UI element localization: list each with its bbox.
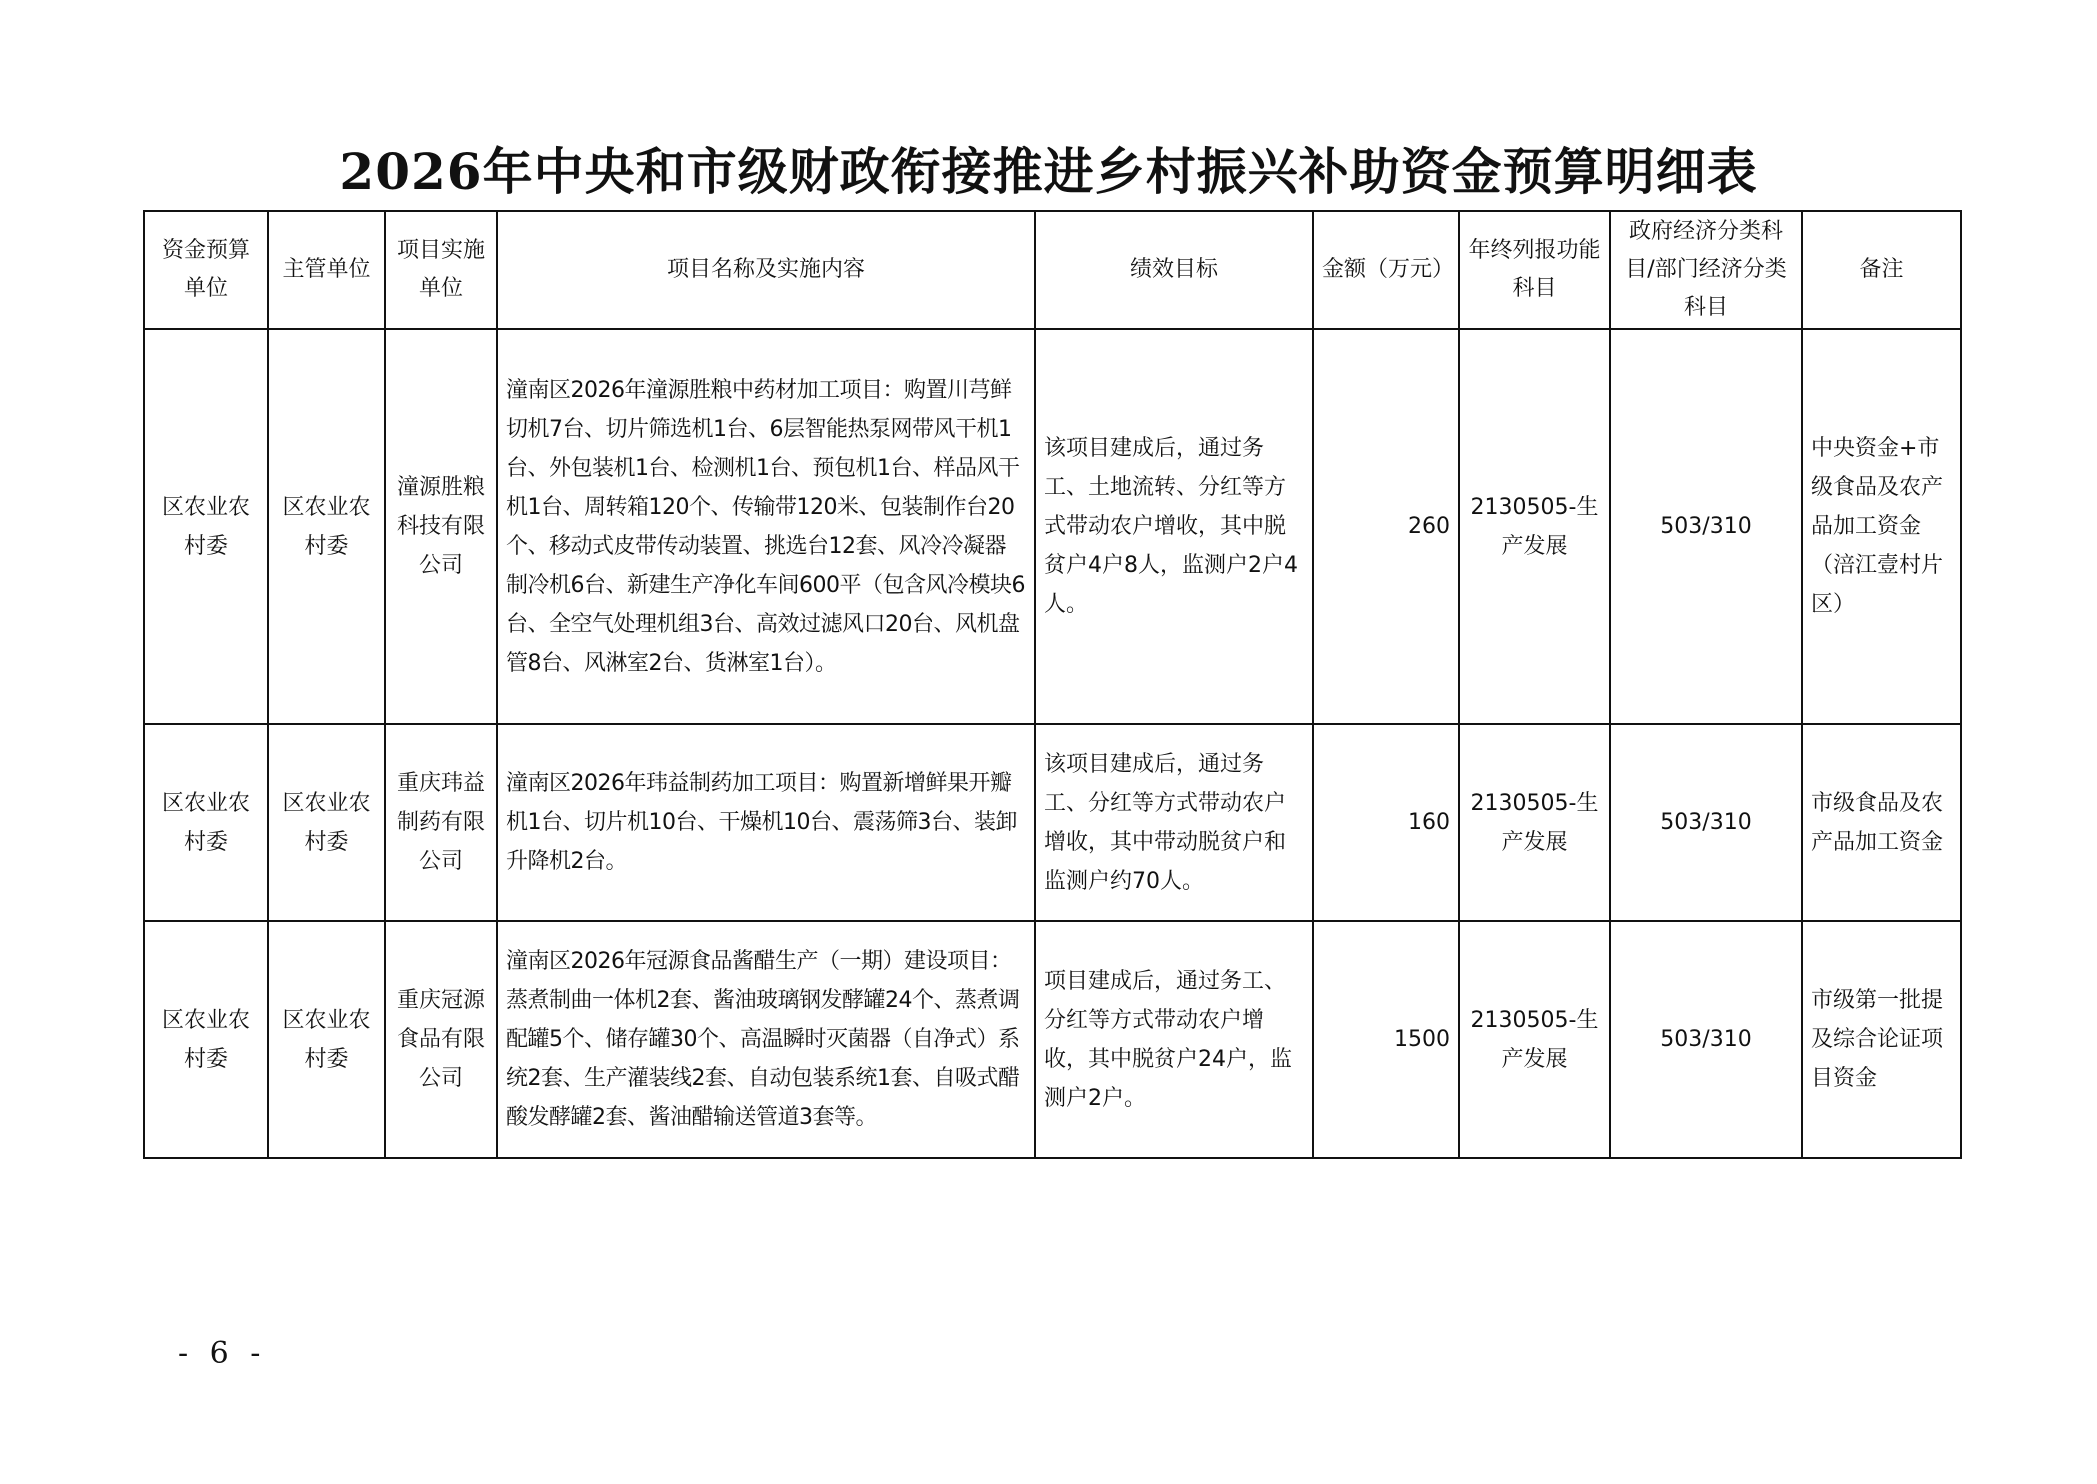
table-row [144,329,1961,724]
cell-note: 市级第一批提及综合论证项目资金 [1802,921,1961,1158]
cell-func-subject: 2130505-生产发展 [1459,724,1610,921]
cell-supervisor: 区农业农村委 [268,329,385,724]
header-note: 备注 [1802,211,1961,329]
cell-budget-unit: 区农业农村委 [144,724,268,921]
table-row [144,921,1961,1158]
budget-detail-table [143,210,1962,1159]
cell-impl-unit: 潼源胜粮科技有限公司 [385,329,497,724]
cell-note: 市级食品及农产品加工资金 [1802,724,1961,921]
cell-budget-unit: 区农业农村委 [144,921,268,1158]
cell-target: 该项目建成后，通过务工、土地流转、分红等方式带动农户增收，其中脱贫户4户8人，监测户2户4人。 [1035,329,1313,724]
table-row [144,724,1961,921]
cell-note: 中央资金+市级食品及农产品加工资金（涪江壹村片区） [1802,329,1961,724]
header-target: 绩效目标 [1035,211,1313,329]
header-supervisor: 主管单位 [268,211,385,329]
cell-amount: 1500 [1313,921,1459,1158]
cell-econ-subject: 503/310 [1610,724,1802,921]
cell-content: 潼南区2026年玮益制药加工项目：购置新增鲜果开瓣机1台、切片机10台、干燥机10台、震荡筛3台、装卸升降机2台。 [497,724,1035,921]
cell-content: 潼南区2026年潼源胜粮中药材加工项目：购置川芎鲜切机7台、切片筛选机1台、6层智能热泵网带风干机1台、外包装机1台、检测机1台、预包机1台、样品风干机1台、周转箱120个、传输带120米、包装制作台20个、移动式皮带传动装置、挑选台12套、风冷冷凝器制冷机6台、新建生产净化车间600平（包含风冷模块6台、全空气处理机组3台、高效过滤风口20台、风机盘管8台、风淋室2台、货淋室1台）。 [497,329,1035,724]
cell-target: 该项目建成后，通过务工、分红等方式带动农户增收，其中带动脱贫户和监测户约70人。 [1035,724,1313,921]
cell-content: 潼南区2026年冠源食品酱醋生产（一期）建设项目：蒸煮制曲一体机2套、酱油玻璃钢发酵罐24个、蒸煮调配罐5个、储存罐30个、高温瞬时灭菌器（自净式）系统2套、生产灌装线2套、自动包装系统1套、自吸式醋酸发酵罐2套、酱油醋输送管道3套等。 [497,921,1035,1158]
cell-func-subject: 2130505-生产发展 [1459,921,1610,1158]
header-econ-subject: 政府经济分类科目/部门经济分类科目 [1610,211,1802,329]
cell-supervisor: 区农业农村委 [268,921,385,1158]
header-budget-unit: 资金预算单位 [144,211,268,329]
cell-amount: 160 [1313,724,1459,921]
header-func-subject: 年终列报功能科目 [1459,211,1610,329]
cell-budget-unit: 区农业农村委 [144,329,268,724]
cell-econ-subject: 503/310 [1610,329,1802,724]
header-amount: 金额（万元） [1313,211,1459,329]
cell-impl-unit: 重庆玮益制药有限公司 [385,724,497,921]
cell-amount: 260 [1313,329,1459,724]
table-header-row [144,211,1961,329]
cell-supervisor: 区农业农村委 [268,724,385,921]
header-impl-unit: 项目实施单位 [385,211,497,329]
page-number: - 6 - [178,1336,267,1371]
cell-target: 项目建成后，通过务工、分红等方式带动农户增收，其中脱贫户24户，监测户2户。 [1035,921,1313,1158]
cell-impl-unit: 重庆冠源食品有限公司 [385,921,497,1158]
header-content: 项目名称及实施内容 [497,211,1035,329]
document-title: 2026年中央和市级财政衔接推进乡村振兴补助资金预算明细表 [339,142,1758,201]
cell-econ-subject: 503/310 [1610,921,1802,1158]
cell-func-subject: 2130505-生产发展 [1459,329,1610,724]
